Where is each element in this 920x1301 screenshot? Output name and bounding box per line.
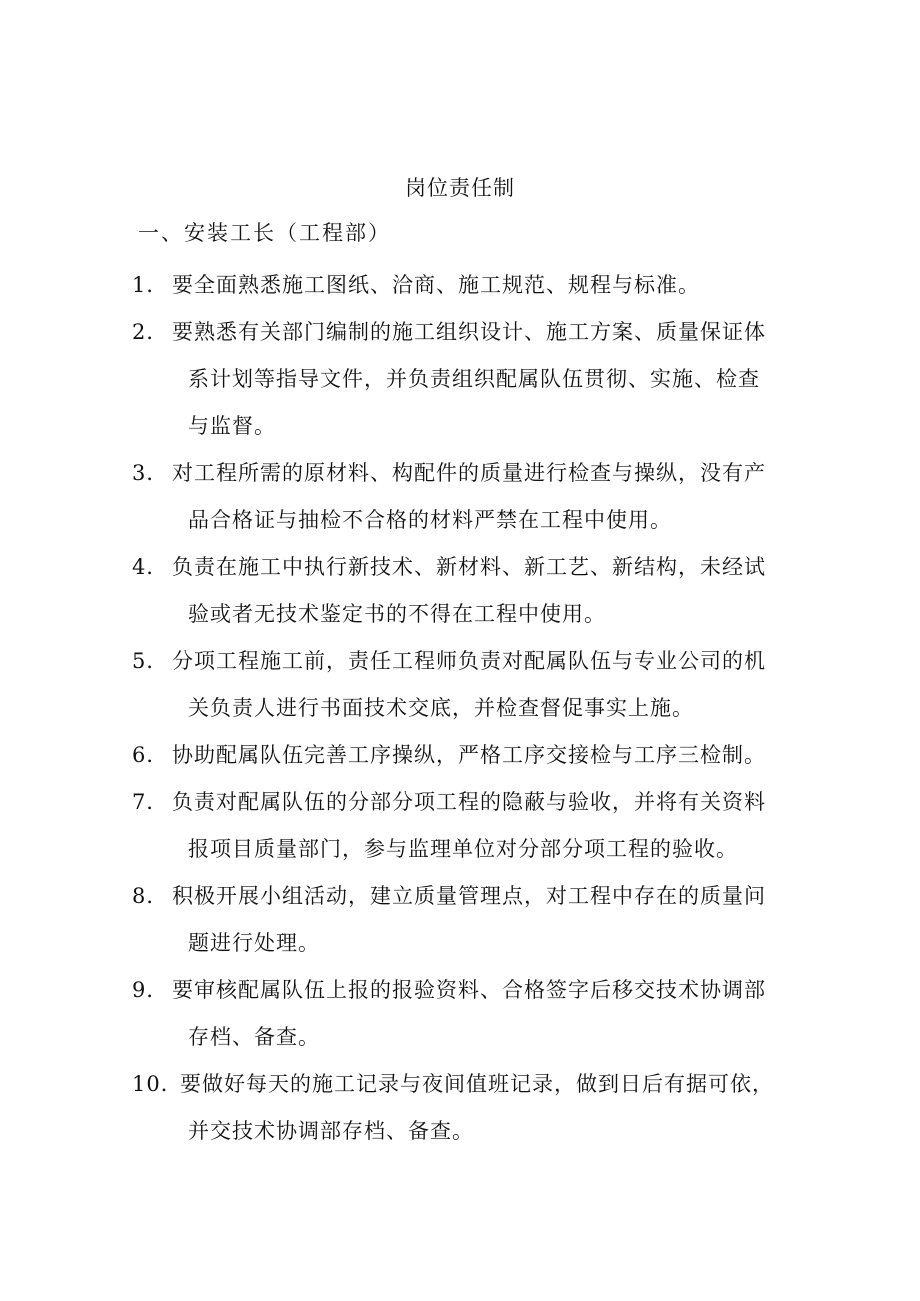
item-line: 分项工程施工前，责任工程师负责对配属队伍与专业公司的机 [172, 649, 766, 673]
item-line: 要熟悉有关部门编制的施工组织设计、施工方案、质量保证体 [172, 320, 766, 344]
item-number: 5． [132, 649, 169, 673]
item-line: 与监督。 [188, 414, 276, 438]
item-line: 积极开展小组活动，建立质量管理点，对工程中存在的质量问 [172, 884, 766, 908]
item-line: 品合格证与抽检不合格的材料严禁在工程中使用。 [188, 508, 672, 532]
item-line: 协助配属队伍完善工序操纵，严格工序交接检与工序三检制。 [172, 743, 766, 767]
item-line: 报项目质量部门，参与监理单位对分部分项工程的验收。 [188, 837, 738, 861]
item-line: 要全面熟悉施工图纸、洽商、施工规范、规程与标准。 [172, 273, 700, 297]
list-item [132, 544, 812, 638]
duty-list [132, 262, 812, 1155]
item-number: 8． [132, 884, 169, 908]
item-number: 1． [132, 273, 169, 297]
item-text [172, 450, 812, 544]
item-number: 3． [132, 461, 169, 485]
list-item [132, 779, 812, 873]
list-item [132, 262, 812, 309]
list-item [132, 1061, 812, 1155]
item-text [180, 1061, 812, 1155]
list-item [132, 967, 812, 1061]
list-item [132, 638, 812, 732]
item-line: 对工程所需的原材料、构配件的质量进行检查与操纵，没有产 [172, 461, 766, 485]
item-line: 关负责人进行书面技术交底，并检查督促事实上施。 [188, 696, 694, 720]
item-text [172, 309, 812, 450]
item-line: 系计划等指导文件，并负责组织配属队伍贯彻、实施、检查 [188, 367, 760, 391]
item-text [172, 873, 812, 967]
item-text [172, 732, 812, 779]
item-line: 要做好每天的施工记录与夜间值班记录，做到日后有据可依， [180, 1072, 774, 1096]
section-heading: 一、安装工长（工程部） [138, 221, 391, 245]
item-number: 10． [132, 1072, 183, 1096]
item-number: 7． [132, 790, 169, 814]
item-line: 并交技术协调部存档、备查。 [188, 1119, 474, 1143]
item-line: 验或者无技术鉴定书的不得在工程中使用。 [188, 602, 606, 626]
item-line: 存档、备查。 [188, 1025, 320, 1049]
item-text [172, 638, 812, 732]
item-line: 要审核配属队伍上报的报验资料、合格签字后移交技术协调部 [172, 978, 766, 1002]
list-item [132, 450, 812, 544]
item-number: 4． [132, 555, 169, 579]
item-line: 负责对配属队伍的分部分项工程的隐蔽与验收，并将有关资料 [172, 790, 766, 814]
item-number: 6． [132, 743, 169, 767]
page-title: 岗位责任制 [405, 176, 515, 200]
item-text [172, 967, 812, 1061]
item-line: 负责在施工中执行新技术、新材料、新工艺、新结构，未经试 [172, 555, 766, 579]
item-number: 2． [132, 320, 169, 344]
list-item [132, 732, 812, 779]
item-line: 题进行处理。 [188, 931, 320, 955]
item-number: 9． [132, 978, 169, 1002]
list-item [132, 873, 812, 967]
item-text [172, 544, 812, 638]
item-text [172, 262, 812, 309]
list-item [132, 309, 812, 450]
item-text [172, 779, 812, 873]
